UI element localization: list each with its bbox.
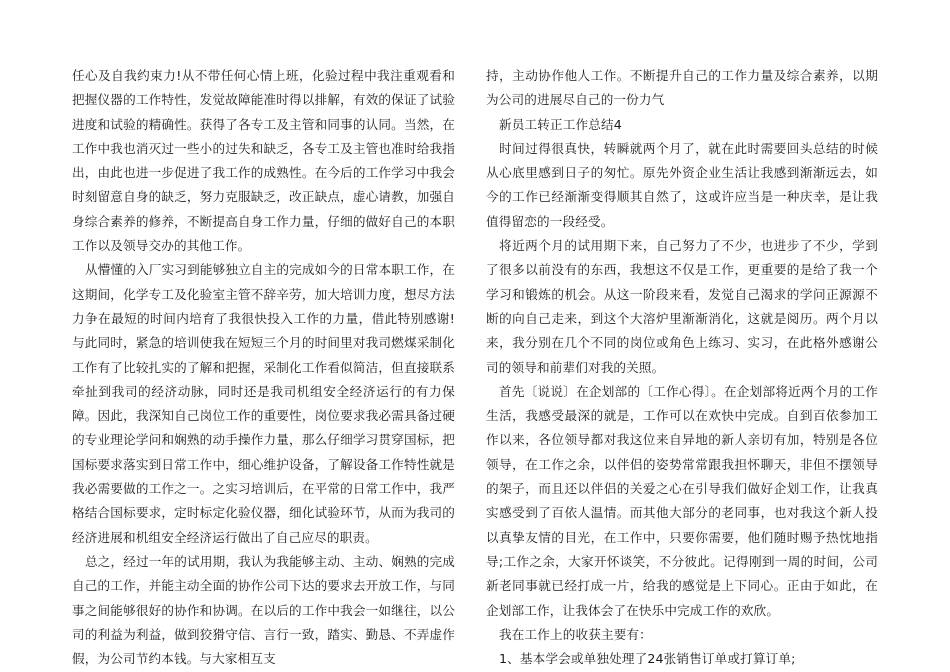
paragraph-continuation: 持，主动协作他人工作。不断提升自己的工作力量及综合素养，以期为公司的进展尽自己的一份力气 xyxy=(486,68,878,108)
paragraph-continuation: 任心及自我约束力!从不带任何心情上班，化验过程中我注重观看和把握仪器的工作特性，发觉故障能准时得以排解，有效的保证了试验进度和试验的精确性。获得了各专工及主管和同事的认同。当然，在工作中我也消灭过一些小的过失和缺乏，各专工及主管也准时给我指出，由此也进一步促进了我工作的成熟性。在今后的工作学习中我会时刻留意自身的缺乏，努力克服缺乏，改正缺点，虚心请教，加强自身综合素养的修养，不断提高自身工作力量，仔细的做好自己的本职工作以及领导交办的其他工作。 xyxy=(72,68,455,254)
left-text-column xyxy=(72,64,455,671)
right-text-column xyxy=(486,64,878,671)
paragraph: 从懵懂的入厂实习到能够独立自主的完成如今的日常本职工作，在这期间，化学专工及化验室主管不辞辛劳，加大培训力度，想尽方法力争在最短的时间内培育了我很快投入工作的力量，借此特别感谢!与此同时，紧急的培训使我在短短三个月的时间里对我司燃煤采制化工作有了比较扎实的了解和把握，采制化工作看似简洁，但直接联系牵扯到我司的经济动脉，同时还是我司机组安全经济运行的有力保障。因此，我深知自己岗位工作的重要性，岗位要求我必需具备过硬的专业理论学问和娴熟的动手操作力量，那么仔细学习贯穿国标，把国标要求落实到日常工作中，细心维护设备，了解设备工作特性就是我必需要做的工作之一。之实习培训后，在平常的日常工作中，我严格结合国标要求，定时标定化验仪器，细化试验环节，从而为我司的经济进展和机组安全经济运行做出了自己应尽的职责。 xyxy=(72,262,455,545)
paragraph: 将近两个月的试用期下来，自己努力了不少，也进步了不少，学到了很多以前没有的东西，我想这不仅是工作，更重要的是给了我一个学习和锻炼的机会。从这一阶段来看，发觉自己渴求的学问正源源不断的向自己走来，到这个大溶炉里渐渐消化，这就是阅历。两个月以来，我分别在几个不同的岗位或角色上练习、实习，在此格外感谢公司的领导和前辈们对我的关照。 xyxy=(486,238,878,375)
paragraph: 我在工作上的收获主要有： xyxy=(499,626,652,642)
paragraph: 首先〔说说〕在企划部的〔工作心得〕。在企划部将近两个月的工作生活，我感受最深的就是，工作可以在欢快中完成。自到百依参加工作以来，各位领导都对我这位来自异地的新人亲切有加，特别是各位领导，在工作之余，以伴侣的姿势常常跟我担怀聊天，非但不摆领导的架子，而且还以伴侣的关爱之心在引导我们做好企划工作，让我真实感受到了百依人温情。而其他大部分的老同事，也对我这个新人投以真挚友情的目光，在工作中，只要你需要，他们随时赐予热忱地指导;工作之余，大家开怀谈笑，不分彼此。记得刚到一周的时间，公司新老同事就已经打成一片，给我的感觉是上下同心。正由于如此，在企划部工作，让我体会了在快乐中完成工作的欢欣。 xyxy=(486,383,878,618)
list-item: 1、基本学会或单独处理了24张销售订单或打算订单; xyxy=(499,651,796,667)
section-heading: 新员工转正工作总结4 xyxy=(499,116,622,132)
paragraph: 总之，经过一年的试用期，我认为我能够主动、主动、娴熟的完成自己的工作，并能主动全面的协作公司下达的要求去开放工作，与同事之间能够很好的协作和协调。在以后的工作中我会一如继往，以公司的利益为利益，做到狡猾守信、言行一致，踏实、勤恳、不弄虚作假，为公司节约本钱。与大家相互支 xyxy=(72,553,455,667)
paragraph: 时间过得很真快，转瞬就两个月了，就在此时需要回头总结的时候从心底里感到日子的匆忙。原先外资企业生活让我感到渐渐远去，如今的工作已经渐渐变得顺其自然了，这或许应当是一种庆幸，是让我值得留恋的一段经受。 xyxy=(486,140,878,229)
